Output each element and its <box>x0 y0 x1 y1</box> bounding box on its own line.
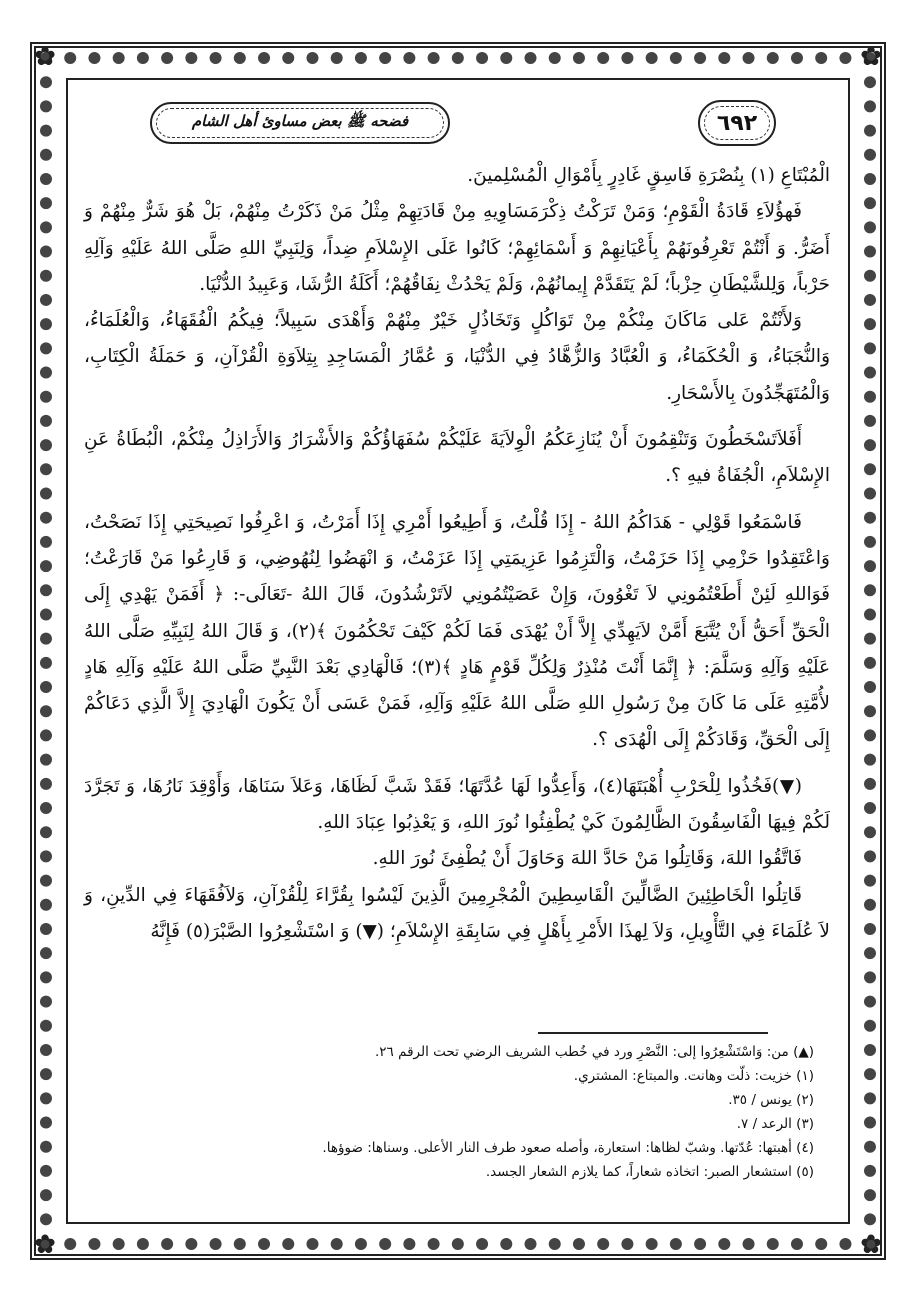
corner-flower-icon: ✿ <box>34 1230 56 1260</box>
corner-flower-icon: ✿ <box>860 1230 882 1260</box>
footnote: (٣) الرعد / ٧. <box>736 1116 814 1132</box>
paragraph: أَفَلاَتَسْخَطُونَ وَتَنْقِمُونَ أَنْ يُنَازِعَكُمُ الْوِلاَيَةَ عَلَيْكُمْ سُفَهَاؤُكُمْ وَالأَشْرَارُ وَالأَرَاذِلُ مِنْكُمْ، الْبُطَاةُ عَنِ الإِسْلاَمِ، الْجُفَاةُ فيهِ ؟. <box>84 429 830 487</box>
page-header <box>150 98 776 148</box>
corner-flower-icon: ✿ <box>860 42 882 72</box>
footnote: (١) خزيت: ذلّت وهانت. والمبتاع: المشتري. <box>573 1068 814 1084</box>
paragraph: (▼)فَخُذُوا لِلْحَرْبِ أُهْبَتَهَا(٤)، وَأَعِدُّوا لَهَا عُدَّتَهَا؛ فَقَدْ شَبَّ لَظَاهَا، وَعَلاَ سَنَاهَا، وَأَوْقِدَ نَارُهَا، وَ تَجَرَّدَ لَكُمْ فِيهَا الْفَاسِقُونَ الظَّالِمُونَ كَيْ يُطْفِئُوا نُورَ اللهِ، وَ يَعْذِبُوا عِبَادَ اللهِ. <box>84 775 830 834</box>
footnote: (٤) أهبتها: عُدّتها. وشبّ لظاها: استعارة، وأصله صعود طرف النار الأعلى. وسناها: ضوؤها. <box>322 1140 814 1156</box>
paragraph: وَلأَنْتُمْ عَلى مَاكَانَ مِنْكُمْ مِنْ تَوَاكُلٍ وَتَخَاذُلٍ خَيْرٌ مِنْهُمْ وَأَهْدَى سَبِيلاً؛ فِيكُمُ الْفُقَهَاءُ، وَالْعُلَمَاءُ، وَالنُّجَبَاءُ، وَ الْحُكَمَاءُ، وَ الْعُبَّادُ وَالزُّهَّادُ فِي الدُّنْيَا، وَ عُمَّارُ الْمَسَاجِدِ بِتِلاَوَةِ الْقُرْآنِ، وَ حَمَلَةُ الْكِتَابِ، وَالْمُتَهَجِّدُونَ بِالأَسْحَارِ. <box>84 310 830 404</box>
footnote-separator <box>538 1032 768 1034</box>
paragraph: فَهؤُلاَءِ قَادَةُ الْقَوْمِ؛ وَمَنْ تَرَكْتُ ذِكْرَمَسَاوِيهِ مِنْ قَادَتِهِمْ مِثْلُ مَنْ ذَكَرْتُ مِنْهُمْ، بَلْ هُوَ شَرٌّ مِنْهُمْ وَ أَضَرُّ. وَ أَنْتُمْ تَعْرِفُونَهُمْ بِأَعْيَانِهِمْ وَ أَسْمَائِهِمْ؛ كَانُوا عَلَى الإِسْلاَمِ ضِداً، وَلِنَبِيِّ اللهِ صَلَّى اللهُ عَلَيْهِ وَآلِهِ حَرْباً، وَلِلشَّيْطَانِ حِزْباً؛ لَمْ يَتَقَدَّمْ إِيمانُهُمْ، وَلَمْ يَحْدُثْ نِفَاقُهُمْ؛ أَكَلَةُ الرُّشَا، وَعَبِيدُ الدُّنْيَا. <box>84 201 830 295</box>
main-text <box>84 158 830 950</box>
running-title-box <box>150 102 450 144</box>
footnote: (٢) يونس / ٣٥. <box>728 1092 814 1108</box>
paragraph: فَاسْمَعُوا قَوْلِي - هَدَاكُمُ اللهُ - إِذَا قُلْتُ، وَ أَطِيعُوا أَمْرِي إِذَا أَمَرْتُ، وَ اعْرِفُوا نَصِيحَتِي إِذَا نَصَحْتُ، وَاعْتَقِدُوا حَزْمِي إِذَا حَزَمْتُ، وَالْتَزِمُوا عَزِيمَتِي إِذَا عَزَمْتُ، وَ انْهَضُوا لِنُهُوضِي، وَ قَارِعُوا مَنْ قَارَعْتُ؛ فَوَاللهِ لَئِنْ أَطَعْتُمُونِي لاَ تَغْوُونَ، وَإِنْ عَصَيْتُمُونِي لاَتَرْشُدُونَ، قَالَ اللهُ -تَعَالَى-: ﴿ أَفَمَنْ يَهْدِي إِلَى الْحَقِّ أَحَقُّ أَنْ يُتَّبَعَ أَمَّنْ لاَيَهِدِّي إِلاَّ أَنْ يُهْدَى فَمَا لَكُمْ كَيْفَ تَحْكُمُونَ ﴾(٢)، وَ قَالَ اللهُ لِنَبِيِّهِ صَلَّى اللهُ عَلَيْهِ وَآلِهِ وَسَلَّمَ: ﴿ إِنَّمَا أَنْتَ مُنْذِرٌ وَلِكُلِّ قَوْمٍ هَادٍ ﴾(٣)؛ فَالْهَادِي بَعْدَ النَّبِيِّ صَلَّى اللهُ عَلَيْهِ وَآلِهِ هَادٍ لأُمَّتِهِ عَلَى مَا كَانَ مِنْ رَسُولِ اللهِ صَلَّى اللهُ عَلَيْهِ وَآلِهِ، فَمَنْ عَسَى أَنْ يَكُونَ الْهَادِيَ إِلاَّ الَّذِي دَعَاكُمْ إِلَى الْحَقِّ، وَقَادَكُمْ إِلَى الْهُدَى ؟. <box>84 511 831 751</box>
footnote: (٥) استشعار الصبر: اتخاذه شعاراً، كما يلازم الشعار الجسد. <box>485 1164 814 1180</box>
paragraph: الْمُبْتَاعِ (١) بِنُصْرَةِ فَاسِقٍ غَادِرٍ بِأَمْوَالِ الْمُسْلِمينَ. <box>467 165 830 186</box>
paragraph: قَاتِلُوا الْخَاطِئِينَ الضَّالِّينَ الْقَاسِطِينَ الْمُجْرِمِينَ الَّذِينَ لَيْسُوا بِقُرَّاءَ لِلْقُرْآنِ، وَلاَفُقَهَاءَ فِي الدِّينِ، وَ لاَ عُلَمَاءَ فِي التَّأْوِيلِ، وَلاَ لِهذَا الأَمْرِ بِأَهْلٍ فِي سَابِقَةِ الإِسْلاَمِ؛ (▼) وَ اسْتَشْعِرُوا الصَّبْرَ(٥) فَإِنَّهُ <box>84 884 830 942</box>
corner-flower-icon: ✿ <box>34 42 56 72</box>
running-title: فضحه ﷺ بعض مساوئ أهل الشام <box>191 112 409 130</box>
footnote: (▲) من: وَاسْتَشْعِرُوا إلى: النَّصْرِ ورد في خُطب الشريف الرضي تحت الرقم ٢٦. <box>375 1044 814 1060</box>
footnotes <box>84 1040 814 1184</box>
page-number: ٦٩٢ <box>716 110 758 136</box>
paragraph: فَاتَّقُوا اللهَ، وَقَاتِلُوا مَنْ حَادَّ اللهَ وَحَاوَلَ أَنْ يُطْفِئَ نُورَ اللهِ. <box>372 848 802 870</box>
page-number-box <box>698 100 776 146</box>
